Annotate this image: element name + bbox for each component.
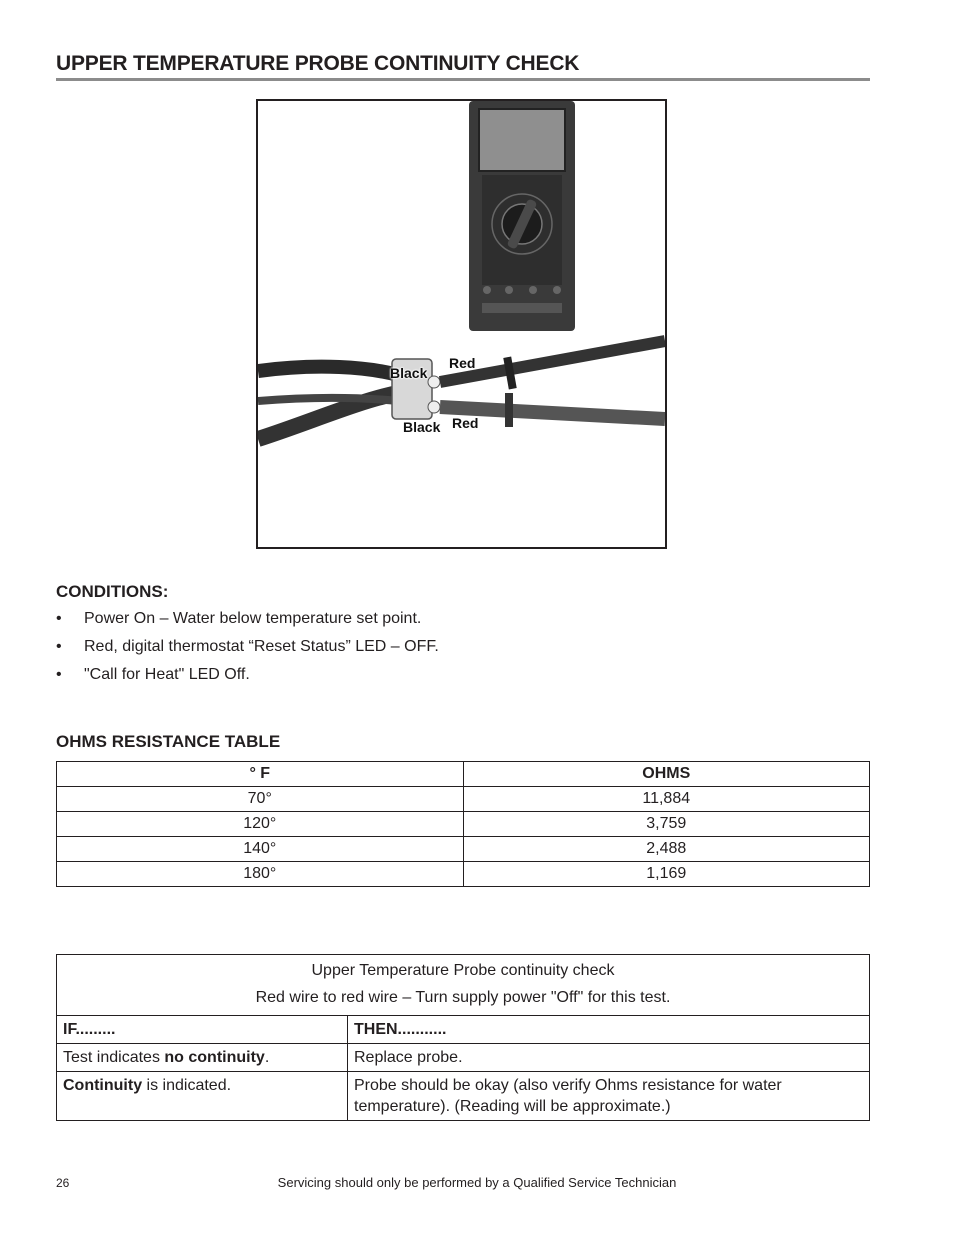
- conditions-heading: CONDITIONS:: [56, 582, 169, 601]
- multimeter-illustration: [258, 101, 665, 547]
- temperature-cell: 120°: [57, 812, 464, 837]
- continuity-check-table: [56, 954, 870, 1121]
- harness-wire-3: [258, 398, 398, 401]
- if-bold-text: Continuity: [63, 1077, 143, 1094]
- connector-pin-bottom: [428, 401, 440, 413]
- jack-2: [505, 286, 513, 294]
- multimeter-brand-strip: [482, 303, 562, 313]
- column-header-ohms: OHMS: [463, 762, 870, 787]
- caption-line-2: Red wire to red wire – Turn supply power "Off" for this test.: [255, 989, 671, 1006]
- table-row: [57, 787, 870, 812]
- bullet-mark: •: [56, 610, 62, 627]
- column-header-degrees: ° F: [57, 762, 464, 787]
- jack-1: [483, 286, 491, 294]
- multimeter-display: [479, 109, 565, 171]
- ohms-cell: 3,759: [463, 812, 870, 837]
- temperature-cell: 140°: [57, 837, 464, 862]
- table-row: [57, 862, 870, 887]
- table-row: [57, 1044, 870, 1072]
- if-cell: [57, 1072, 348, 1121]
- lead-guard-bottom: [505, 393, 513, 427]
- column-header-then: THEN...........: [348, 1016, 870, 1044]
- table-row: [57, 812, 870, 837]
- if-text-end: .: [264, 1049, 270, 1066]
- then-cell: Probe should be okay (also verify Ohms resistance for water temperature). (Reading will be approximate.): [348, 1072, 870, 1121]
- label-bottom-black: Black: [403, 419, 441, 435]
- conditions-list: [56, 608, 439, 692]
- connector-pin-top: [428, 376, 440, 388]
- label-top-black: Black: [390, 365, 428, 381]
- if-bold-text: no continuity: [164, 1049, 265, 1066]
- list-item: [56, 636, 439, 664]
- label-top-red: Red: [449, 355, 476, 371]
- table-row: [57, 1072, 870, 1121]
- if-text: Test indicates: [63, 1049, 165, 1066]
- ohms-cell: 2,488: [463, 837, 870, 862]
- page-number: 26: [56, 1176, 70, 1190]
- condition-text: Red, digital thermostat “Reset Status” LED – OFF.: [84, 638, 439, 655]
- condition-text: Power On – Water below temperature set point.: [84, 610, 422, 627]
- then-cell: Replace probe.: [348, 1044, 870, 1072]
- condition-text: "Call for Heat" LED Off.: [84, 666, 250, 683]
- column-header-if: IF.........: [57, 1016, 348, 1044]
- jack-4: [553, 286, 561, 294]
- list-item: [56, 608, 439, 636]
- table-caption-row: [57, 955, 870, 1016]
- table-header-row: [57, 1016, 870, 1044]
- if-text-end: is indicated.: [142, 1077, 232, 1094]
- if-cell: [57, 1044, 348, 1072]
- harness-wire-1: [258, 367, 398, 375]
- temperature-cell: 180°: [57, 862, 464, 887]
- ohms-resistance-table: [56, 761, 870, 887]
- multimeter-photo: [256, 99, 667, 549]
- label-bottom-red: Red: [452, 415, 479, 431]
- table-row: [57, 837, 870, 862]
- table-caption: [57, 955, 870, 1016]
- page-title: UPPER TEMPERATURE PROBE CONTINUITY CHECK: [56, 52, 870, 81]
- caption-line-1: Upper Temperature Probe continuity check: [311, 962, 615, 979]
- footer-text: Servicing should only be performed by a Qualified Service Technician: [277, 1175, 677, 1190]
- table-header-row: [57, 762, 870, 787]
- ohms-cell: 1,169: [463, 862, 870, 887]
- bullet-mark: •: [56, 666, 62, 683]
- ohms-table-heading: OHMS RESISTANCE TABLE: [56, 732, 281, 751]
- list-item: [56, 664, 439, 692]
- ohms-cell: 11,884: [463, 787, 870, 812]
- bullet-mark: •: [56, 638, 62, 655]
- jack-3: [529, 286, 537, 294]
- temperature-cell: 70°: [57, 787, 464, 812]
